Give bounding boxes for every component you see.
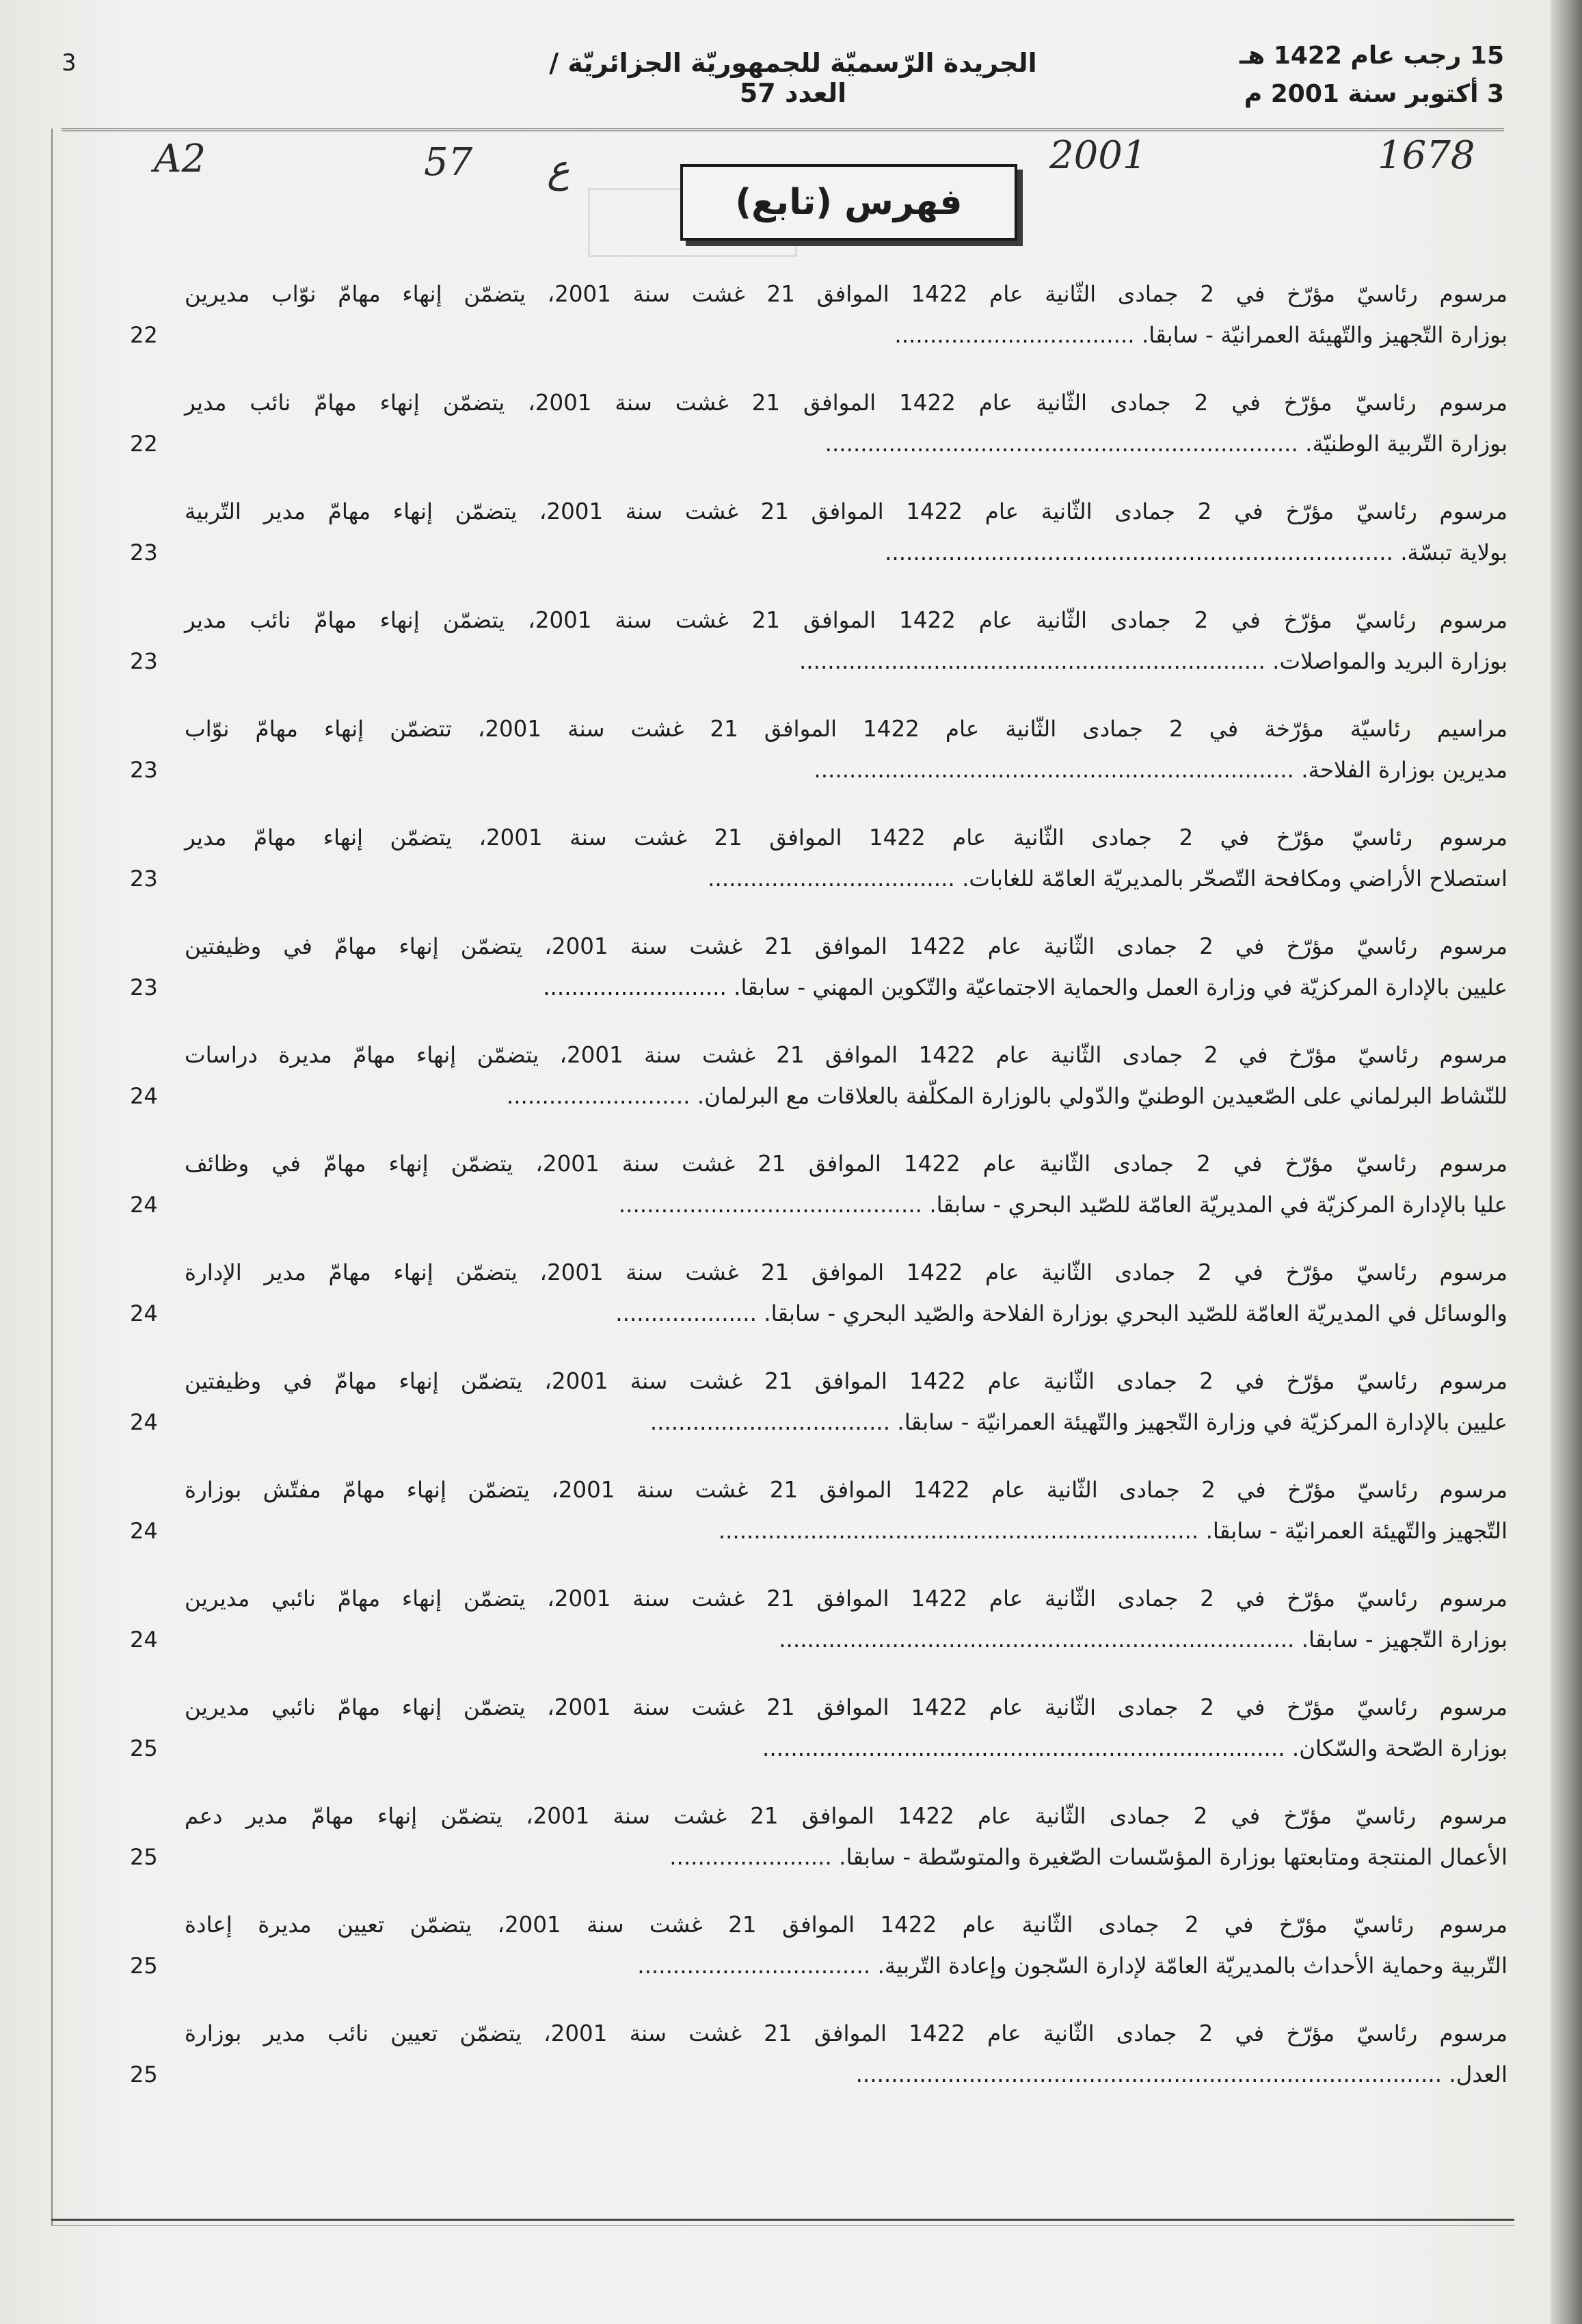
leader-dots: .................... bbox=[615, 1300, 764, 1326]
entry-line-1: مرسوم رئاسيّ مؤرّخ في 2 جمادى الثّانية عام 1422 الموافق 21 غشت سنة 2001، يتضمّن إنهاء مهامّ مدير الإدارة bbox=[185, 1259, 1508, 1285]
entry-text: بوزارة البريد والمواصلات. bbox=[1272, 648, 1507, 674]
entry-line-2 bbox=[719, 1510, 1507, 1551]
index-entry bbox=[130, 1999, 1507, 2108]
header-divider bbox=[62, 129, 1504, 131]
leader-dots: .................................................................. bbox=[799, 648, 1273, 674]
leader-dots: ......................................................................... bbox=[779, 1627, 1302, 1653]
leader-dots: ........................................... bbox=[618, 1192, 930, 1218]
entry-line-1: مرسوم رئاسيّ مؤرّخ في 2 جمادى الثّانية عام 1422 الموافق 21 غشت سنة 2001، يتضمّن إنهاء مهامّ نائب مدير bbox=[185, 390, 1507, 416]
leader-dots: .................................. bbox=[894, 322, 1142, 348]
gregorian-date: 3 أكتوبر سنة 2001 م bbox=[1244, 80, 1504, 108]
entry-text: للنّشاط البرلماني على الصّعيدين الوطنيّ والدّولي بالوزارة المكلّفة بالعلاقات مع البرلمان. bbox=[697, 1083, 1507, 1109]
entry-line-1: مرسوم رئاسيّ مؤرّخ في 2 جمادى الثّانية عام 1422 الموافق 21 غشت سنة 2001، يتضمّن إنهاء مهامّ مدير bbox=[185, 825, 1508, 851]
entry-line-2 bbox=[708, 858, 1507, 899]
entry-page-number: 24 bbox=[130, 1518, 158, 1544]
leader-dots: ................................. bbox=[637, 1953, 878, 1979]
entry-line-2 bbox=[637, 1945, 1507, 1986]
index-entry bbox=[130, 912, 1507, 1021]
entry-line-1: مرسوم رئاسيّ مؤرّخ في 2 جمادى الثّانية عام 1422 الموافق 21 غشت سنة 2001، يتضمّن إنهاء مهامّ نوّاب مديرين bbox=[185, 281, 1508, 307]
page-header bbox=[62, 27, 1504, 123]
gazette-title: الجريدة الرّسميّة للجمهوريّة الجزائريّة / العدد 57 bbox=[549, 48, 1037, 108]
entry-line-1: مرسوم رئاسيّ مؤرّخ في 2 جمادى الثّانية عام 1422 الموافق 21 غشت سنة 2001، يتضمّن إنهاء مهامّ نائبي مديرين bbox=[185, 1586, 1508, 1612]
index-entry bbox=[130, 803, 1507, 912]
entry-line-1: مرسوم رئاسيّ مؤرّخ في 2 جمادى الثّانية عام 1422 الموافق 21 غشت سنة 2001، يتضمّن تعيين نائب مدير بوزارة bbox=[185, 2020, 1508, 2046]
index-entry bbox=[130, 1564, 1507, 1673]
handwritten-note-year: 2001 bbox=[1049, 133, 1147, 178]
header-dates bbox=[1217, 37, 1504, 113]
index-entry bbox=[130, 1347, 1507, 1456]
footer-rule bbox=[51, 2219, 1514, 2221]
leader-dots: ................................................................................... bbox=[855, 2061, 1449, 2087]
entry-text: بولاية تبسّة. bbox=[1400, 539, 1507, 565]
index-entry bbox=[130, 1456, 1507, 1564]
entry-text: التّجهيز والتّهيئة العمرانيّة - سابقا. bbox=[1205, 1518, 1507, 1544]
handwritten-note-letter: ع bbox=[547, 147, 570, 191]
handwritten-note-number: 57 bbox=[424, 140, 473, 185]
entry-line-2 bbox=[543, 967, 1507, 1008]
entry-line-2 bbox=[762, 1728, 1507, 1769]
handwritten-note-ref: 1678 bbox=[1378, 133, 1475, 178]
entry-text: بوزارة الصّحة والسّكان. bbox=[1291, 1735, 1507, 1761]
entry-line-1: مرسوم رئاسيّ مؤرّخ في 2 جمادى الثّانية عام 1422 الموافق 21 غشت سنة 2001، يتضمّن إنهاء مهامّ نائب مدير bbox=[185, 607, 1507, 633]
entry-line-1: مرسوم رئاسيّ مؤرّخ في 2 جمادى الثّانية عام 1422 الموافق 21 غشت سنة 2001، يتضمّن إنهاء مهامّ في وظيفتين bbox=[185, 933, 1508, 959]
index-entry bbox=[130, 695, 1507, 803]
entry-text: عليا بالإدارة المركزيّة في المديريّة العامّة للصّيد البحري - سابقا. bbox=[929, 1192, 1507, 1218]
handwritten-note-a2: A2 bbox=[154, 137, 206, 181]
entry-line-2 bbox=[825, 423, 1507, 464]
entry-line-1: مرسوم رئاسيّ مؤرّخ في 2 جمادى الثّانية عام 1422 الموافق 21 غشت سنة 2001، يتضمّن إنهاء مهامّ في وظيفتين bbox=[185, 1368, 1508, 1394]
entry-page-number: 23 bbox=[130, 539, 158, 565]
entry-line-2 bbox=[799, 641, 1507, 682]
entry-line-1: مرسوم رئاسيّ مؤرّخ في 2 جمادى الثّانية عام 1422 الموافق 21 غشت سنة 2001، يتضمّن إنهاء مهامّ نائبي مديرين bbox=[185, 1694, 1508, 1720]
leader-dots: .................................................................... bbox=[814, 757, 1302, 783]
entry-text: بوزارة التّجهيز والتّهيئة العمرانيّة - سابقا. bbox=[1141, 322, 1507, 348]
entry-line-1: مرسوم رئاسيّ مؤرّخ في 2 جمادى الثّانية عام 1422 الموافق 21 غشت سنة 2001، يتضمّن إنهاء مهامّ مديرة دراسات bbox=[185, 1042, 1508, 1068]
page-frame-left bbox=[51, 129, 53, 2225]
index-entry bbox=[130, 1891, 1507, 1999]
entry-line-1: مرسوم رئاسيّ مؤرّخ في 2 جمادى الثّانية عام 1422 الموافق 21 غشت سنة 2001، يتضمّن إنهاء مهامّ مدير دعم bbox=[185, 1803, 1508, 1829]
entry-line-1: مرسوم رئاسيّ مؤرّخ في 2 جمادى الثّانية عام 1422 الموافق 21 غشت سنة 2001، يتضمّن إنهاء مهامّ في وظائف bbox=[185, 1151, 1508, 1177]
entry-page-number: 24 bbox=[130, 1192, 158, 1218]
entry-page-number: 24 bbox=[130, 1083, 158, 1109]
entry-text: عليين بالإدارة المركزيّة في وزارة العمل والحماية الاجتماعيّة والتّكوين المهني - سابقا. bbox=[734, 974, 1507, 1000]
entry-line-2 bbox=[619, 1184, 1507, 1225]
entry-line-1: مراسيم رئاسيّة مؤرّخة في 2 جمادى الثّانية عام 1422 الموافق 21 غشت سنة 2001، تتضمّن إنهاء مهامّ نوّاب bbox=[185, 716, 1507, 742]
binding-edge bbox=[1551, 0, 1582, 2324]
index-entries bbox=[130, 260, 1507, 2108]
index-entry bbox=[130, 477, 1507, 586]
index-entry bbox=[130, 260, 1507, 369]
leader-dots: .......................... bbox=[506, 1083, 697, 1109]
hijri-date: 15 رجب عام 1422 هـ bbox=[1239, 42, 1504, 70]
entry-page-number: 23 bbox=[130, 648, 158, 674]
leader-dots: ................................... bbox=[708, 866, 963, 892]
entry-line-2 bbox=[669, 1837, 1507, 1878]
entry-line-2 bbox=[779, 1619, 1507, 1660]
entry-text: استصلاح الأراضي ومكافحة التّصحّر بالمديريّة العامّة للغابات. bbox=[962, 866, 1507, 892]
entry-text: عليين بالإدارة المركزيّة في وزارة التّجهيز والتّهيئة العمرانيّة - سابقا. bbox=[897, 1409, 1507, 1435]
index-entry bbox=[130, 1021, 1507, 1130]
entry-line-1: مرسوم رئاسيّ مؤرّخ في 2 جمادى الثّانية عام 1422 الموافق 21 غشت سنة 2001، يتضمّن إنهاء مهامّ مدير التّربية bbox=[185, 498, 1508, 524]
leader-dots: ....................... bbox=[669, 1844, 840, 1870]
entry-line-1: مرسوم رئاسيّ مؤرّخ في 2 جمادى الثّانية عام 1422 الموافق 21 غشت سنة 2001، يتضمّن إنهاء مهامّ مفتّش بوزارة bbox=[185, 1477, 1508, 1503]
entry-line-2 bbox=[650, 1402, 1507, 1443]
leader-dots: ........................................................................ bbox=[885, 539, 1401, 565]
entry-page-number: 24 bbox=[130, 1300, 158, 1326]
index-title: فهرس (تابع) bbox=[680, 164, 1017, 241]
index-entry bbox=[130, 1673, 1507, 1782]
entry-line-2 bbox=[615, 1293, 1507, 1334]
footer-rule-inner bbox=[51, 2225, 1514, 2226]
entry-page-number: 25 bbox=[130, 2061, 158, 2087]
entry-page-number: 25 bbox=[130, 1844, 158, 1870]
entry-page-number: 23 bbox=[130, 757, 158, 783]
entry-page-number: 22 bbox=[130, 431, 158, 457]
entry-page-number: 25 bbox=[130, 1953, 158, 1979]
entry-page-number: 23 bbox=[130, 866, 158, 892]
entry-line-2 bbox=[507, 1076, 1507, 1117]
leader-dots: ................................................................... bbox=[824, 431, 1306, 457]
entry-page-number: 25 bbox=[130, 1735, 158, 1761]
entry-line-2 bbox=[856, 2054, 1507, 2095]
entry-page-number: 22 bbox=[130, 322, 158, 348]
entry-text: التّربية وحماية الأحداث بالمديريّة العامّة لإدارة السّجون وإعادة التّربية. bbox=[877, 1953, 1507, 1979]
index-entry bbox=[130, 1238, 1507, 1347]
leader-dots: .................................. bbox=[649, 1409, 898, 1435]
index-entry bbox=[130, 1130, 1507, 1238]
leader-dots: .......................................................................... bbox=[762, 1735, 1292, 1761]
entry-page-number: 23 bbox=[130, 974, 158, 1000]
entry-text: بوزارة التّربية الوطنيّة. bbox=[1305, 431, 1507, 457]
page-number: 3 bbox=[62, 49, 77, 77]
index-entry bbox=[130, 586, 1507, 695]
leader-dots: .......................... bbox=[543, 974, 734, 1000]
entry-page-number: 24 bbox=[130, 1627, 158, 1653]
leader-dots: .................................................................... bbox=[718, 1518, 1206, 1544]
entry-line-2 bbox=[814, 749, 1507, 790]
entry-text: والوسائل في المديريّة العامّة للصّيد البحري بوزارة الفلاحة والصّيد البحري - سابقا. bbox=[764, 1300, 1507, 1326]
entry-text: بوزارة التّجهيز - سابقا. bbox=[1301, 1627, 1507, 1653]
entry-line-2 bbox=[885, 532, 1507, 573]
index-entry bbox=[130, 1782, 1507, 1891]
entry-line-1: مرسوم رئاسيّ مؤرّخ في 2 جمادى الثّانية عام 1422 الموافق 21 غشت سنة 2001، يتضمّن تعيين مديرة إعادة bbox=[185, 1912, 1508, 1938]
entry-text: العدل. bbox=[1449, 2061, 1507, 2087]
entry-text: الأعمال المنتجة ومتابعتها بوزارة المؤسّسات الصّغيرة والمتوسّطة - سابقا. bbox=[839, 1844, 1507, 1870]
index-entry bbox=[130, 369, 1507, 477]
entry-text: مديرين بوزارة الفلاحة. bbox=[1301, 757, 1507, 783]
entry-page-number: 24 bbox=[130, 1409, 158, 1435]
entry-line-2 bbox=[894, 315, 1507, 356]
